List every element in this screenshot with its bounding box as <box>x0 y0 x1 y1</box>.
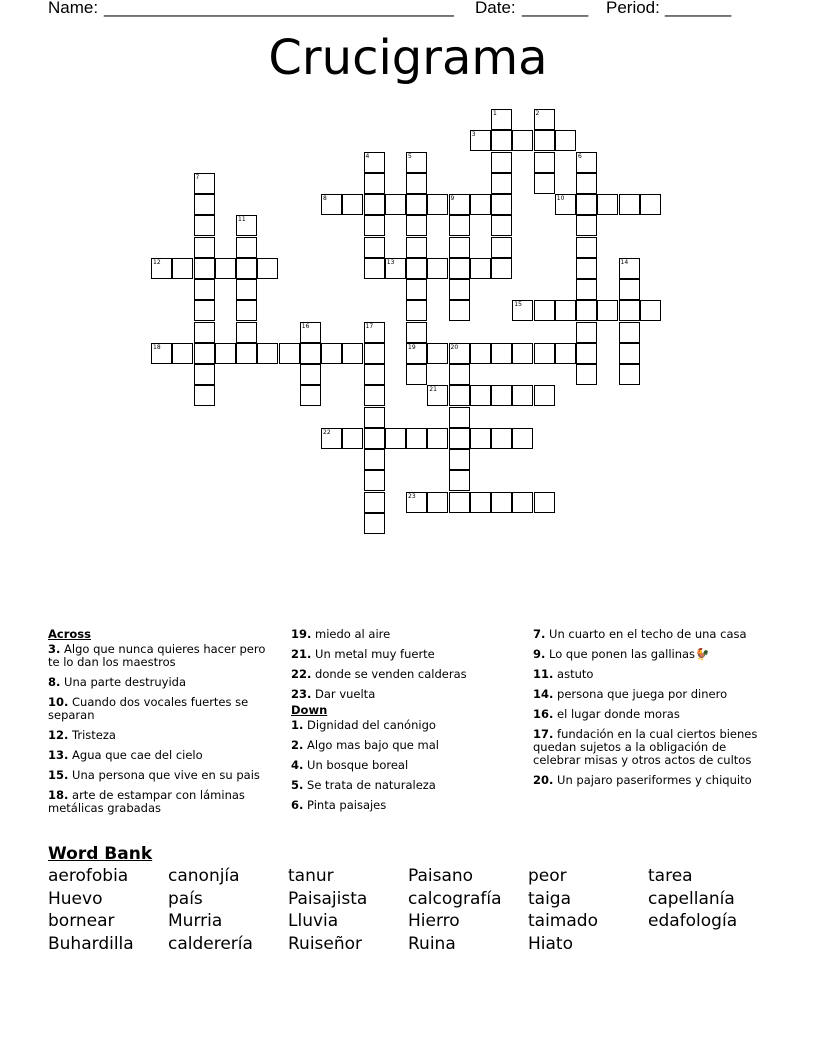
grid-cell[interactable] <box>406 173 427 194</box>
clue-text: Un bosque boreal <box>307 758 409 772</box>
grid-cell[interactable] <box>512 385 533 406</box>
clue-text: Lo que ponen las gallinas🐓 <box>549 647 710 661</box>
clue-text: el lugar donde moras <box>557 707 680 721</box>
grid-cell[interactable] <box>597 194 618 215</box>
grid-cell[interactable] <box>449 215 470 236</box>
grid-cell[interactable] <box>427 428 448 449</box>
grid-cell[interactable] <box>491 343 512 364</box>
grid-cell[interactable] <box>555 343 576 364</box>
grid-cell[interactable] <box>491 130 512 151</box>
word-bank-item: tarea <box>648 866 693 886</box>
page-title: Crucigrama <box>268 30 548 86</box>
grid-cell[interactable] <box>619 300 640 321</box>
grid-cell[interactable] <box>576 279 597 300</box>
clue-text: Un cuarto en el techo de una casa <box>549 627 747 641</box>
grid-cell[interactable] <box>236 279 257 300</box>
word-bank-item: Hierro <box>408 911 460 931</box>
word-bank-title: Word Bank <box>48 844 153 864</box>
clue-item <box>48 749 273 762</box>
date-blank[interactable]: _______ <box>522 0 589 17</box>
grid-cell[interactable] <box>194 343 215 364</box>
across-clue-list <box>48 643 273 815</box>
grid-cell[interactable] <box>534 300 555 321</box>
clue-num: 8. <box>48 675 61 689</box>
grid-cell[interactable] <box>194 300 215 321</box>
grid-cell[interactable] <box>491 237 512 258</box>
word-bank-item: Lluvia <box>288 911 339 931</box>
clue-number: 12 <box>153 258 161 266</box>
clue-item <box>291 668 516 681</box>
grid-cell[interactable] <box>406 364 427 385</box>
grid-cell[interactable] <box>194 237 215 258</box>
clue-number: 11 <box>238 216 246 224</box>
clue-text: Un pajaro paseriformes y chiquito <box>557 773 752 787</box>
grid-cell[interactable] <box>576 215 597 236</box>
clue-item <box>533 688 765 701</box>
clue-item <box>533 668 765 681</box>
grid-cell[interactable] <box>236 237 257 258</box>
grid-cell[interactable] <box>364 385 385 406</box>
grid-cell[interactable] <box>236 343 257 364</box>
grid-cell[interactable] <box>279 343 300 364</box>
grid-cell[interactable] <box>342 428 363 449</box>
clue-number: 21 <box>429 386 437 394</box>
grid-cell[interactable] <box>364 492 385 513</box>
grid-cell[interactable] <box>512 343 533 364</box>
clue-item <box>533 648 765 661</box>
grid-cell[interactable] <box>236 322 257 343</box>
clue-text: persona que juega por dinero <box>557 687 728 701</box>
grid-cell[interactable] <box>364 513 385 534</box>
grid-cell[interactable] <box>194 322 215 343</box>
grid-cell[interactable] <box>555 130 576 151</box>
grid-cell[interactable] <box>449 492 470 513</box>
clue-item <box>533 628 765 641</box>
grid-cell[interactable] <box>640 194 661 215</box>
word-bank-item: taimado <box>528 911 598 931</box>
clue-number: 23 <box>408 492 416 500</box>
grid-cell[interactable] <box>534 130 555 151</box>
word-bank-item: canonjía <box>168 866 240 886</box>
word-bank-item: aerofobia <box>48 866 129 886</box>
grid-cell[interactable] <box>619 364 640 385</box>
grid-cell[interactable] <box>470 194 491 215</box>
clue-number: 19 <box>408 343 416 351</box>
word-bank-item: calderería <box>168 933 253 954</box>
clue-number: 7 <box>195 173 200 181</box>
clue-number: 10 <box>556 195 565 202</box>
clues-column-2 <box>291 628 516 819</box>
clue-item <box>48 729 273 742</box>
down-clue-list <box>291 719 516 812</box>
grid-cell[interactable] <box>364 449 385 470</box>
grid-cell[interactable] <box>576 194 597 215</box>
grid-cell[interactable] <box>385 194 406 215</box>
clue-num: 17. <box>533 727 554 741</box>
clue-number: 16 <box>301 322 310 330</box>
grid-cell[interactable] <box>555 300 576 321</box>
clue-num: 23. <box>291 687 312 701</box>
grid-cell[interactable] <box>364 258 385 279</box>
grid-cell[interactable] <box>491 492 512 513</box>
grid-cell[interactable] <box>470 492 491 513</box>
grid-cell[interactable] <box>619 343 640 364</box>
clue-text: fundación en la cual ciertos bienes quedan sujetos a la obligación de celebrar misas y otros actos de cultos <box>533 727 758 767</box>
clue-number: 18 <box>153 343 161 351</box>
grid-cell[interactable] <box>491 258 512 279</box>
clue-item <box>48 676 273 689</box>
clue-item <box>291 648 516 661</box>
clue-item <box>48 769 273 782</box>
clue-text: donde se venden calderas <box>315 667 467 681</box>
grid-cell[interactable] <box>449 385 470 406</box>
word-bank-item: Murria <box>168 911 223 931</box>
across-heading: Across <box>48 627 91 641</box>
clue-number: 14 <box>620 258 629 266</box>
clue-num: 11. <box>533 667 554 681</box>
clues-column-1 <box>48 628 273 822</box>
grid-cell[interactable] <box>470 428 491 449</box>
grid-cell[interactable] <box>364 407 385 428</box>
period-label: Period: <box>606 0 660 17</box>
grid-cell[interactable] <box>534 173 555 194</box>
word-bank-item: Buhardilla <box>48 933 134 954</box>
word-bank-item: bornear <box>48 911 115 931</box>
clue-item <box>291 739 516 752</box>
grid-cell[interactable] <box>491 215 512 236</box>
clue-num: 1. <box>291 718 304 732</box>
clue-text: Dignidad del canónigo <box>307 718 436 732</box>
clue-number: 20 <box>450 343 459 351</box>
clue-item <box>291 719 516 732</box>
grid-cell[interactable] <box>406 300 427 321</box>
grid-cell[interactable] <box>491 152 512 173</box>
grid-cell[interactable] <box>512 428 533 449</box>
grid-cell[interactable] <box>300 364 321 385</box>
clue-number: 17 <box>365 322 374 330</box>
grid-cell[interactable] <box>257 343 278 364</box>
grid-cell[interactable] <box>576 173 597 194</box>
grid-cell[interactable] <box>449 407 470 428</box>
grid-cell[interactable] <box>172 258 193 279</box>
clue-num: 2. <box>291 738 304 752</box>
grid-cell[interactable] <box>597 300 618 321</box>
grid-cell[interactable] <box>300 343 321 364</box>
down-clue-list-continued <box>533 628 765 787</box>
grid-cell[interactable] <box>534 492 555 513</box>
clue-text: Pinta paisajes <box>307 798 387 812</box>
clue-item <box>291 628 516 641</box>
grid-cell[interactable] <box>449 237 470 258</box>
grid-cell[interactable] <box>342 194 363 215</box>
grid-cell[interactable] <box>619 194 640 215</box>
word-bank-item: Paisajista <box>288 888 368 909</box>
clue-item <box>533 728 765 767</box>
grid-cell[interactable] <box>449 449 470 470</box>
date-label: Date: <box>475 0 516 17</box>
clue-num: 20. <box>533 773 554 787</box>
grid-cell[interactable] <box>449 300 470 321</box>
clue-num: 4. <box>291 758 304 772</box>
grid-cell[interactable] <box>364 428 385 449</box>
clue-num: 7. <box>533 627 546 641</box>
grid-cell[interactable] <box>449 364 470 385</box>
clue-text: Un metal muy fuerte <box>315 647 435 661</box>
grid-cell[interactable] <box>427 194 448 215</box>
down-heading: Down <box>291 703 328 717</box>
grid-cell[interactable] <box>194 215 215 236</box>
grid-cell[interactable] <box>576 258 597 279</box>
grid-cell[interactable] <box>470 385 491 406</box>
clue-num: 9. <box>533 647 546 661</box>
name-blank[interactable]: _____________________________________ <box>104 0 454 17</box>
grid-cell[interactable] <box>427 492 448 513</box>
grid-cell[interactable] <box>576 343 597 364</box>
clue-num: 5. <box>291 778 304 792</box>
clue-num: 3. <box>48 642 61 656</box>
clue-num: 18. <box>48 788 69 802</box>
grid-cell[interactable] <box>491 428 512 449</box>
clue-item <box>48 789 273 815</box>
clue-num: 15. <box>48 768 69 782</box>
clue-text: Cuando dos vocales fuertes se separan <box>48 695 249 722</box>
clue-number: 3 <box>471 131 476 139</box>
grid-cell[interactable] <box>449 279 470 300</box>
grid-cell[interactable] <box>364 215 385 236</box>
grid-cell[interactable] <box>576 322 597 343</box>
clue-text: Se trata de naturaleza <box>307 778 436 792</box>
clue-number: 13 <box>386 258 395 266</box>
clue-item <box>48 643 273 669</box>
word-bank <box>48 844 788 955</box>
clues-column-3 <box>533 628 765 794</box>
grid-cell[interactable] <box>406 428 427 449</box>
grid-cell[interactable] <box>364 343 385 364</box>
clue-number: 8 <box>323 195 327 202</box>
grid-cell[interactable] <box>364 194 385 215</box>
clue-item <box>533 708 765 721</box>
clue-number: 1 <box>493 110 497 117</box>
clue-text: Dar vuelta <box>315 687 376 701</box>
across-clue-list-continued <box>291 628 516 701</box>
grid-cell[interactable] <box>534 385 555 406</box>
clue-num: 21. <box>291 647 312 661</box>
clue-num: 6. <box>291 798 304 812</box>
grid-cell[interactable] <box>406 322 427 343</box>
grid-cell[interactable] <box>449 258 470 279</box>
clue-number: 22 <box>323 428 331 436</box>
grid-cell[interactable] <box>470 258 491 279</box>
clue-text: Una persona que vive en su pais <box>72 768 260 782</box>
clue-num: 12. <box>48 728 69 742</box>
grid-cell[interactable] <box>406 258 427 279</box>
grid-cell[interactable] <box>257 258 278 279</box>
grid-cell[interactable] <box>172 343 193 364</box>
clue-text: Algo mas bajo que mal <box>307 738 439 752</box>
grid-cell[interactable] <box>194 385 215 406</box>
grid-cell[interactable] <box>512 492 533 513</box>
clue-item <box>533 774 765 787</box>
grid-cell[interactable] <box>194 194 215 215</box>
clue-num: 16. <box>533 707 554 721</box>
clue-num: 22. <box>291 667 312 681</box>
word-bank-item: taiga <box>528 888 572 909</box>
grid-cell[interactable] <box>576 364 597 385</box>
grid-cell[interactable] <box>449 428 470 449</box>
word-bank-item: calcografía <box>408 888 502 909</box>
grid-cell[interactable] <box>364 470 385 491</box>
grid-cell[interactable] <box>406 279 427 300</box>
clue-text: arte de estampar con láminas metálicas grabadas <box>48 788 245 815</box>
word-bank-item: tanur <box>288 866 334 886</box>
grid-cell[interactable] <box>491 173 512 194</box>
period-blank[interactable]: _______ <box>665 0 732 17</box>
word-bank-item: edafología <box>648 911 738 931</box>
grid-cell[interactable] <box>619 322 640 343</box>
clue-text: astuto <box>557 667 594 681</box>
clue-item <box>291 779 516 792</box>
clue-num: 13. <box>48 748 69 762</box>
grid-cell[interactable] <box>512 130 533 151</box>
grid-cell[interactable] <box>194 364 215 385</box>
clue-number: 2 <box>535 110 540 117</box>
clue-number: 5 <box>408 152 412 160</box>
clue-number: 6 <box>578 152 582 160</box>
grid-cell[interactable] <box>406 215 427 236</box>
name-label: Name: <box>48 0 99 17</box>
grid-cell[interactable] <box>194 258 215 279</box>
grid-cell[interactable] <box>364 173 385 194</box>
clue-text: Una parte destruyida <box>64 675 186 689</box>
grid-cell[interactable] <box>534 152 555 173</box>
grid-cell[interactable] <box>364 364 385 385</box>
word-bank-item: país <box>168 888 203 909</box>
grid-cell[interactable] <box>406 237 427 258</box>
grid-cell[interactable] <box>534 343 555 364</box>
grid-cell[interactable] <box>449 470 470 491</box>
word-bank-item: Huevo <box>48 888 103 909</box>
clue-num: 14. <box>533 687 554 701</box>
grid-cell[interactable] <box>576 237 597 258</box>
clue-text: miedo al aire <box>315 627 391 641</box>
grid-cell[interactable] <box>491 385 512 406</box>
clue-item <box>291 799 516 812</box>
word-bank-item: capellanía <box>648 888 735 909</box>
grid-cell[interactable] <box>406 194 427 215</box>
clue-number: 9 <box>450 195 455 202</box>
clue-item <box>291 759 516 772</box>
grid-cell[interactable] <box>300 385 321 406</box>
clue-item <box>291 688 516 701</box>
clue-text: Agua que cae del cielo <box>72 748 203 762</box>
grid-cell[interactable] <box>470 343 491 364</box>
grid-cell[interactable] <box>576 300 597 321</box>
word-bank-grid <box>48 866 788 955</box>
clue-text: Tristeza <box>72 728 116 742</box>
word-bank-item: Ruiseñor <box>288 933 363 954</box>
grid-cell[interactable] <box>385 428 406 449</box>
clue-number: 15 <box>514 301 522 309</box>
grid-cell[interactable] <box>194 279 215 300</box>
grid-cell[interactable] <box>364 237 385 258</box>
word-bank-item: peor <box>528 866 567 886</box>
clue-num: 10. <box>48 695 69 709</box>
word-bank-item: Paisano <box>408 866 474 886</box>
word-bank-item: Hiato <box>528 933 573 954</box>
grid-cell[interactable] <box>491 194 512 215</box>
clue-num: 19. <box>291 627 312 641</box>
grid-cell[interactable] <box>215 258 236 279</box>
word-bank-item: Ruina <box>408 933 456 954</box>
grid-cell[interactable] <box>321 343 342 364</box>
grid-cell[interactable] <box>236 300 257 321</box>
grid-cell[interactable] <box>342 343 363 364</box>
grid-cell[interactable] <box>215 343 236 364</box>
clue-text: Algo que nunca quieres hacer pero te lo dan los maestros <box>48 642 266 669</box>
grid-cell[interactable] <box>640 300 661 321</box>
grid-cell[interactable] <box>427 258 448 279</box>
clue-number: 4 <box>365 152 370 160</box>
clue-item <box>48 696 273 722</box>
grid-cell[interactable] <box>236 258 257 279</box>
grid-cell[interactable] <box>619 279 640 300</box>
grid-cell[interactable] <box>427 343 448 364</box>
